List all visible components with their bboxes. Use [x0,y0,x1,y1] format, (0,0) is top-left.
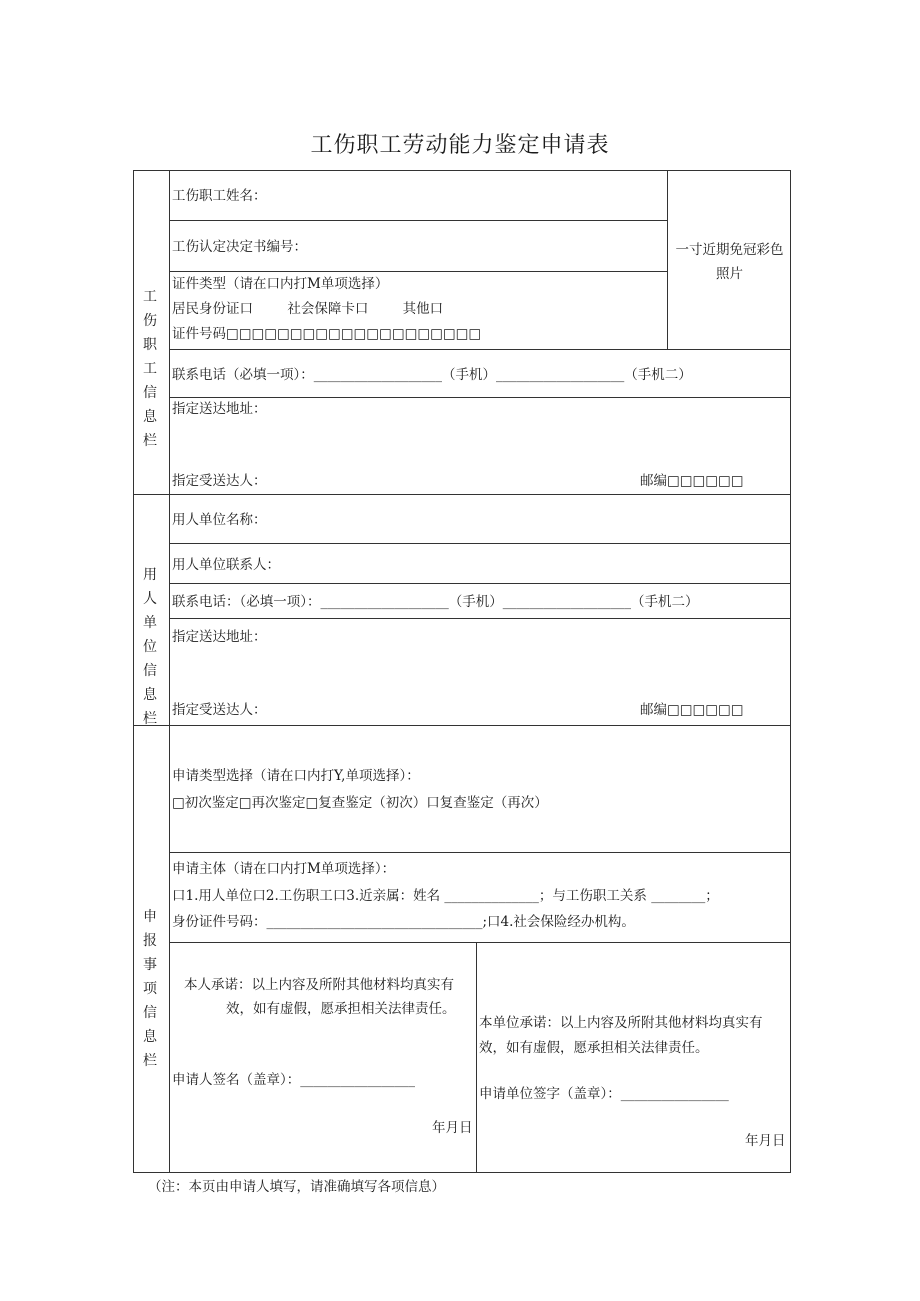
divider [170,852,791,853]
application-type-label: 申请类型选择（请在口内打Y,单项选择）： [172,768,420,784]
applicant-id-field[interactable]: 身份证件号码：________________________________;口4.社会保险经办机构。 [172,914,635,930]
photo-divider [667,170,668,349]
divider [170,543,791,544]
divider [170,618,791,619]
employer-promise: 本单位承诺：以上内容及所附其他材料均真实有 [479,1015,763,1031]
photo-area: 一寸近期免冠彩色照片 [675,242,784,282]
employer-signature-field[interactable]: 申请单位签字（盖章）：________________ [479,1086,729,1102]
footnote: （注：本页由申请人填写，请准确填写各项信息） [148,1179,445,1195]
section-divider [133,494,791,495]
divider [170,271,667,272]
applicant-subject-options[interactable]: 口1.用人单位口2.工伤职工口3.近亲属：姓名 ______________；与工伤职工关系 ________； [172,888,719,904]
section-divider [133,725,791,726]
id-number-field[interactable]: 证件号码□□□□□□□□□□□□□□□□□□□□ [172,326,482,342]
employer-phone-field[interactable]: 联系电话：（必填一项）：___________________（手机）___________________（手机二） [172,594,699,610]
divider [170,220,667,221]
employer-date[interactable]: 年月日 [745,1133,786,1149]
divider [170,942,791,943]
id-type-options[interactable]: 居民身份证口 社会保障卡口 其他口 [172,301,444,317]
id-type-label: 证件类型（请在口内打M单项选择） [172,276,389,292]
employer-postcode-field[interactable]: 邮编□□□□□□ [640,702,744,718]
applicant-signature-field[interactable]: 申请人签名（盖章）：_________________ [172,1072,415,1088]
divider [170,583,791,584]
employer-promise: 效，如有虚假，愿承担相关法律责任。 [479,1040,709,1056]
applicant-promise: 本人承诺：以上内容及所附其他材料均真实有 [184,977,454,993]
decision-number-field[interactable]: 工伤认定决定书编号： [172,239,307,255]
worker-address-field[interactable]: 指定送达地址： [172,401,267,417]
worker-section-label: 工伤职工信息栏 [143,289,157,449]
application-section-label: 申报事项信息栏 [143,909,157,1069]
worker-postcode-field[interactable]: 邮编□□□□□□ [640,473,744,489]
employer-recipient-field[interactable]: 指定受送达人： [172,702,267,718]
label-column-divider [169,170,170,1173]
worker-name-field[interactable]: 工伤职工姓名： [172,188,267,204]
applicant-subject-label: 申请主体（请在口内打M单项选择）： [172,861,396,877]
applicant-promise: 效，如有虚假，愿承担相关法律责任。 [226,1001,456,1017]
page-title: 工伤职工劳动能力鉴定申请表 [310,133,610,158]
promise-divider [476,942,477,1173]
application-type-options[interactable]: □初次鉴定□再次鉴定□复查鉴定（初次）口复查鉴定（再次） [172,795,548,811]
employer-contact-field[interactable]: 用人单位联系人： [172,557,280,573]
employer-address-field[interactable]: 指定送达地址： [172,629,267,645]
divider [170,397,791,398]
employer-section-label: 用人单位信息栏 [143,567,157,727]
applicant-date[interactable]: 年月日 [432,1120,473,1136]
worker-recipient-field[interactable]: 指定受送达人： [172,473,267,489]
worker-phone-field[interactable]: 联系电话（必填一项）：___________________（手机）___________________（手机二） [172,367,692,383]
divider [170,349,791,350]
employer-name-field[interactable]: 用人单位名称： [172,512,267,528]
